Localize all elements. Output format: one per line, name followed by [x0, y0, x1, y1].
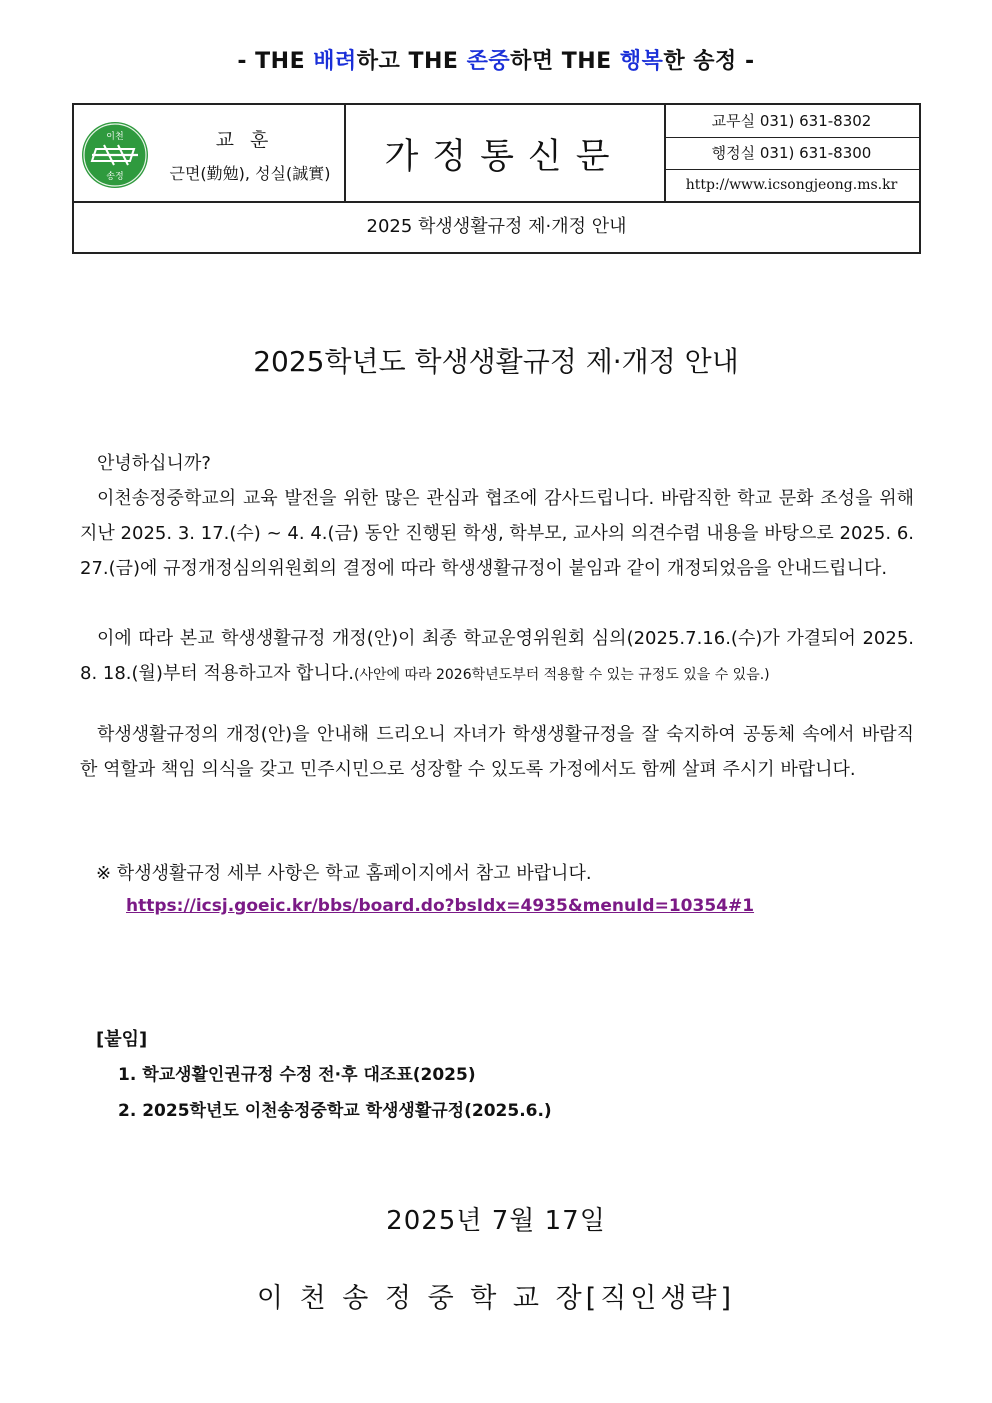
logo-top-text: 이천	[106, 132, 124, 142]
logo-bottom-text: 송정	[106, 172, 124, 182]
contact-info	[664, 105, 919, 201]
newsletter-header	[72, 103, 921, 254]
document-title: 2025학년도 학생생활규정 제·개정 안내	[253, 345, 739, 378]
motto-title: 교훈	[215, 129, 285, 151]
attachment-item: 1. 학교생활인권규정 수정 전·후 대조표(2025)	[118, 1065, 476, 1085]
body-paragraph-3: 학생생활규정의 개정(안)을 안내해 드리오니 자녀가 학생생활규정을 잘 숙지하여 공동체 속에서 바람직한 역할과 책임 의식을 갖고 민주시민으로 성장할 수 있도록 가정에서도 함께 살펴 주시기 바랍니다.	[80, 724, 914, 780]
contact-admin: 행정실 031) 631-8300	[664, 137, 919, 170]
school-motto	[156, 105, 346, 201]
paragraph-2-note: (사안에 따라 2026학년도부터 적용할 수 있는 규정도 있을 수 있음.)	[354, 667, 770, 683]
attachment-item: 2. 2025학년도 이천송정중학교 학생생활규정(2025.6.)	[118, 1101, 552, 1121]
regulation-link[interactable]: https://icsj.goeic.kr/bbs/board.do?bsIdx=4935&menuId=10354#1	[126, 896, 755, 916]
issue-date: 2025년 7월 17일	[386, 1206, 606, 1236]
newsletter-title: 가정통신문	[384, 137, 624, 177]
contact-office: 교무실 031) 631-8302	[664, 105, 919, 138]
school-website[interactable]: http://www.icsongjeong.ms.kr	[685, 177, 898, 193]
header-top-row	[74, 105, 919, 203]
newsletter-subject: 2025 학생생활규정 제·개정 안내	[366, 216, 627, 237]
homepage-note: ※ 학생생활규정 세부 사항은 학교 홈페이지에서 참고 바랍니다.	[96, 863, 592, 884]
body-paragraph-2	[80, 621, 914, 693]
slogan: - THE 배려하고 THE 존중하면 THE 행복한 송정 -	[237, 49, 755, 74]
principal-signature: 이 천 송 정 중 학 교 장[직인생략]	[256, 1283, 736, 1314]
body-paragraph-1: 이천송정중학교의 교육 발전을 위한 많은 관심과 협조에 감사드립니다. 바람직한 학교 문화 조성을 위해 지난 2025. 3. 17.(수) ~ 4. 4.(금) 동안 진행된 학생, 학부모, 교사의 의견수렴 내용을 바탕으로 2025. 6. 27.(금)에 규정개정심의위원회의 결정에 따라 학생생활규정이 붙임과 같이 개정되었음을 안내드립니다.	[80, 488, 914, 579]
greeting: 안녕하십니까?	[97, 453, 211, 474]
newsletter-title-cell	[344, 105, 666, 201]
motto-text: 근면(勤勉), 성실(誠實)	[169, 164, 331, 183]
attachments-heading: [붙임]	[96, 1029, 148, 1050]
paragraph-2-main: 이에 따라 본교 학생생활규정 개정(안)이 최종 학교운영위원회 심의(2025.7.16.(수)가 가결되어 2025. 8. 18.(월)부터 적용하고자 합니다.	[80, 628, 914, 684]
school-logo	[74, 105, 156, 201]
